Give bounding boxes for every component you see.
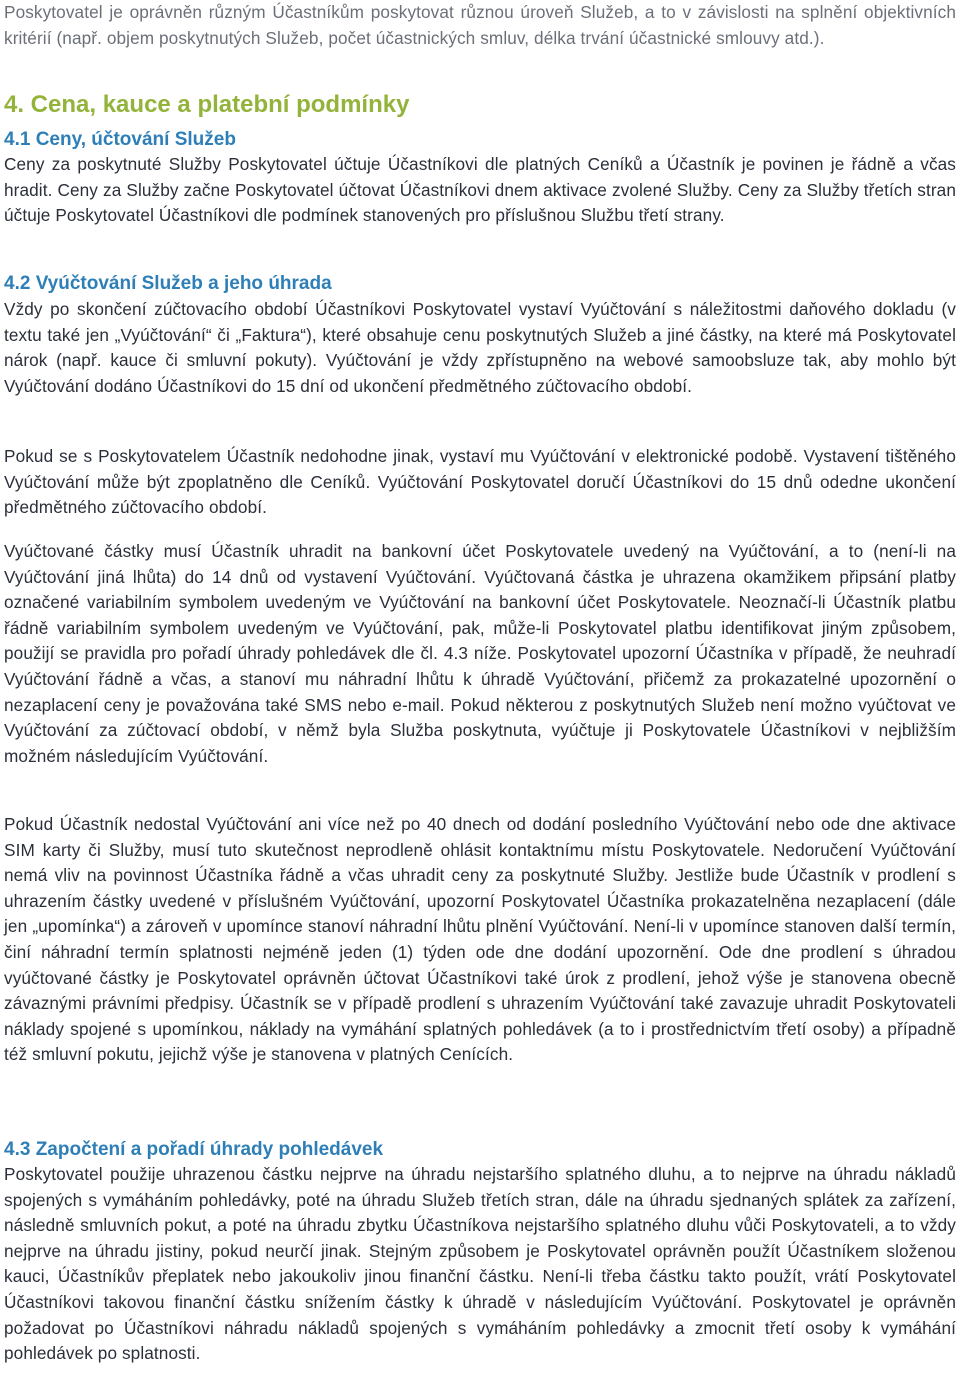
intro-paragraph: Poskytovatel je oprávněn různým Účastníkům poskytovat různou úroveň Služeb, a to v závislosti na splnění objektivních kritérií (např. objem poskytnutých Služeb, počet účastnických smluv, délka trvání účastnické smlouvy atd.). [4, 2, 956, 48]
section-4-heading: 4. Cena, kauce a platební podmínky [4, 91, 410, 118]
section-4-3-paragraph: Poskytovatel použije uhrazenou částku nejprve na úhradu nejstaršího splatného dluhu, a to nejprve na úhradu nákladů spojených s vymáháním pohledávky, poté na úhradu Služeb třetích stran, dále na úhradu sjednaných splátek za zařízení, následně smluvních pokut, a poté na úhradu zbytku Účastníkova nejstaršího splatného dluhu vůči Poskytovateli, a to vždy nejprve na úhradu jistiny, pokud neurčí jinak. Stejným způsobem je Poskytovatel oprávněn použít Účastníkem složenou kauci, Účastníkův přeplatek nebo jakoukoliv jinou finanční částku. Není-li třeba částku takto použít, vrátí Poskytovatel Účastníkovi takovou finanční částku snížením částky k úhradě v následujícím Vyúčtování. Poskytovatel je oprávněn požadovat po Účastníkovi náhradu nákladů spojených s vymáháním pohledávky a zmocnit třetí osoby k vymáhání pohledávek po splatnosti. [4, 1164, 956, 1364]
section-4-2-paragraph-1: Vždy po skončení zúčtovacího období Účastníkovi Poskytovatel vystaví Vyúčtování s náležitostmi daňového dokladu (v textu také jen „Vyúčtování“ či „Faktura“), které obsahuje cenu poskytnutých Služeb a jiné částky, na které má Poskytovatel nárok (např. kauce či smluvní pokuty). Vyúčtování je vždy zpřístupněno na webové samoobsluze tak, aby mohlo být Vyúčtování dodáno Účastníkovi do 15 dní od ukončení předmětného zúčtovacího období. [4, 299, 956, 396]
section-4-2-paragraph-3: Vyúčtované částky musí Účastník uhradit na bankovní účet Poskytovatele uvedený na Vyúčtování, a to (není-li na Vyúčtování jiná lhůta) do 14 dnů od vystavení Vyúčtování. Vyúčtovaná částka je uhrazena okamžikem připsání platby označené variabilním symbolem uvedeným ve Vyúčtování na bankovní účet Poskytovatele. Neoznačí-li Účastník platbu řádně variabilním symbolem uvedeným ve Vyúčtování, pak, může-li Poskytovatel platbu identifikovat jiným způsobem, použijí se pravidla pro pořadí úhrady pohledávek dle čl. 4.3 níže. Poskytovatel upozorní Účastníka v případě, že neuhradí Vyúčtování řádně a včas, a stanoví mu náhradní lhůtu k úhradě Vyúčtování, přičemž za prokazatelné upozornění o nezaplacení ceny je považována také SMS nebo e-mail. Pokud některou z poskytnutých Služeb není možno vyúčtovat ve Vyúčtování za zúčtovací období, v němž byla Služba poskytnuta, vyúčtuje ji Poskytovatele Účastníkovi v nejbližším možném následujícím Vyúčtování. [4, 541, 956, 766]
section-4-3-heading: 4.3 Započtení a pořadí úhrady pohledávek [4, 1139, 384, 1160]
section-4-1-heading: 4.1 Ceny, účtování Služeb [4, 129, 236, 150]
section-4-2-paragraph-2: Pokud se s Poskytovatelem Účastník nedohodne jinak, vystaví mu Vyúčtování v elektronické podobě. Vystavení tištěného Vyúčtování může být zpoplatněno dle Ceníků. Vyúčtování Poskytovatel doručí Účastníkovi do 15 dnů odedne ukončení předmětného zúčtovacího období. [4, 446, 956, 518]
section-4-1-paragraph: Ceny za poskytnuté Služby Poskytovatel účtuje Účastníkovi dle platných Ceníků a Účastník je povinen je řádně a včas hradit. Ceny za Služby začne Poskytovatel účtovat Účastníkovi dnem aktivace zvolené Služby. Ceny za Služby třetích stran účtuje Poskytovatel Účastníkovi dle podmínek stanovených pro příslušnou Službu třetí strany. [4, 154, 956, 226]
section-4-2-paragraph-4: Pokud Účastník nedostal Vyúčtování ani více než po 40 dnech od dodání posledního Vyúčtování nebo ode dne aktivace SIM karty či Služby, musí tuto skutečnost neprodleně ohlásit kontaktnímu místu Poskytovatele. Nedoručení Vyúčtování nemá vliv na povinnost Účastníka řádně a včas uhradit ceny za poskytnuté Služby. Jestliže bude Účastník v prodlení s uhrazením částky uvedené v příslušném Vyúčtování, upozorní Poskytovatel Účastníka prokazatelněna nezaplacení (dále jen „upomínka“) a zároveň v upomínce stanoví náhradní lhůtu plnění Vyúčtování. Není-li v upomínce stanoven další termín, činí náhradní termín splatnosti nejméně jeden (1) týden ode dne dodání upozornění. Ode dne prodlení s úhradou vyúčtované částky je Poskytovatel oprávněn účtovat Účastníkovi také úrok z prodlení, jehož výše je stanovena obecně závaznými právními předpisy. Účastník se v případě prodlení s uhrazením Vyúčtování také zavazuje uhradit Poskytovateli náklady spojené s upomínkou, náklady na vymáhání splatných pohledávek (a to i prostřednictvím třetí osoby) a případně též smluvní pokutu, jejichž výše je stanovena v platných Cenících. [4, 814, 956, 1065]
section-4-2-heading: 4.2 Vyúčtování Služeb a jeho úhrada [4, 273, 332, 294]
